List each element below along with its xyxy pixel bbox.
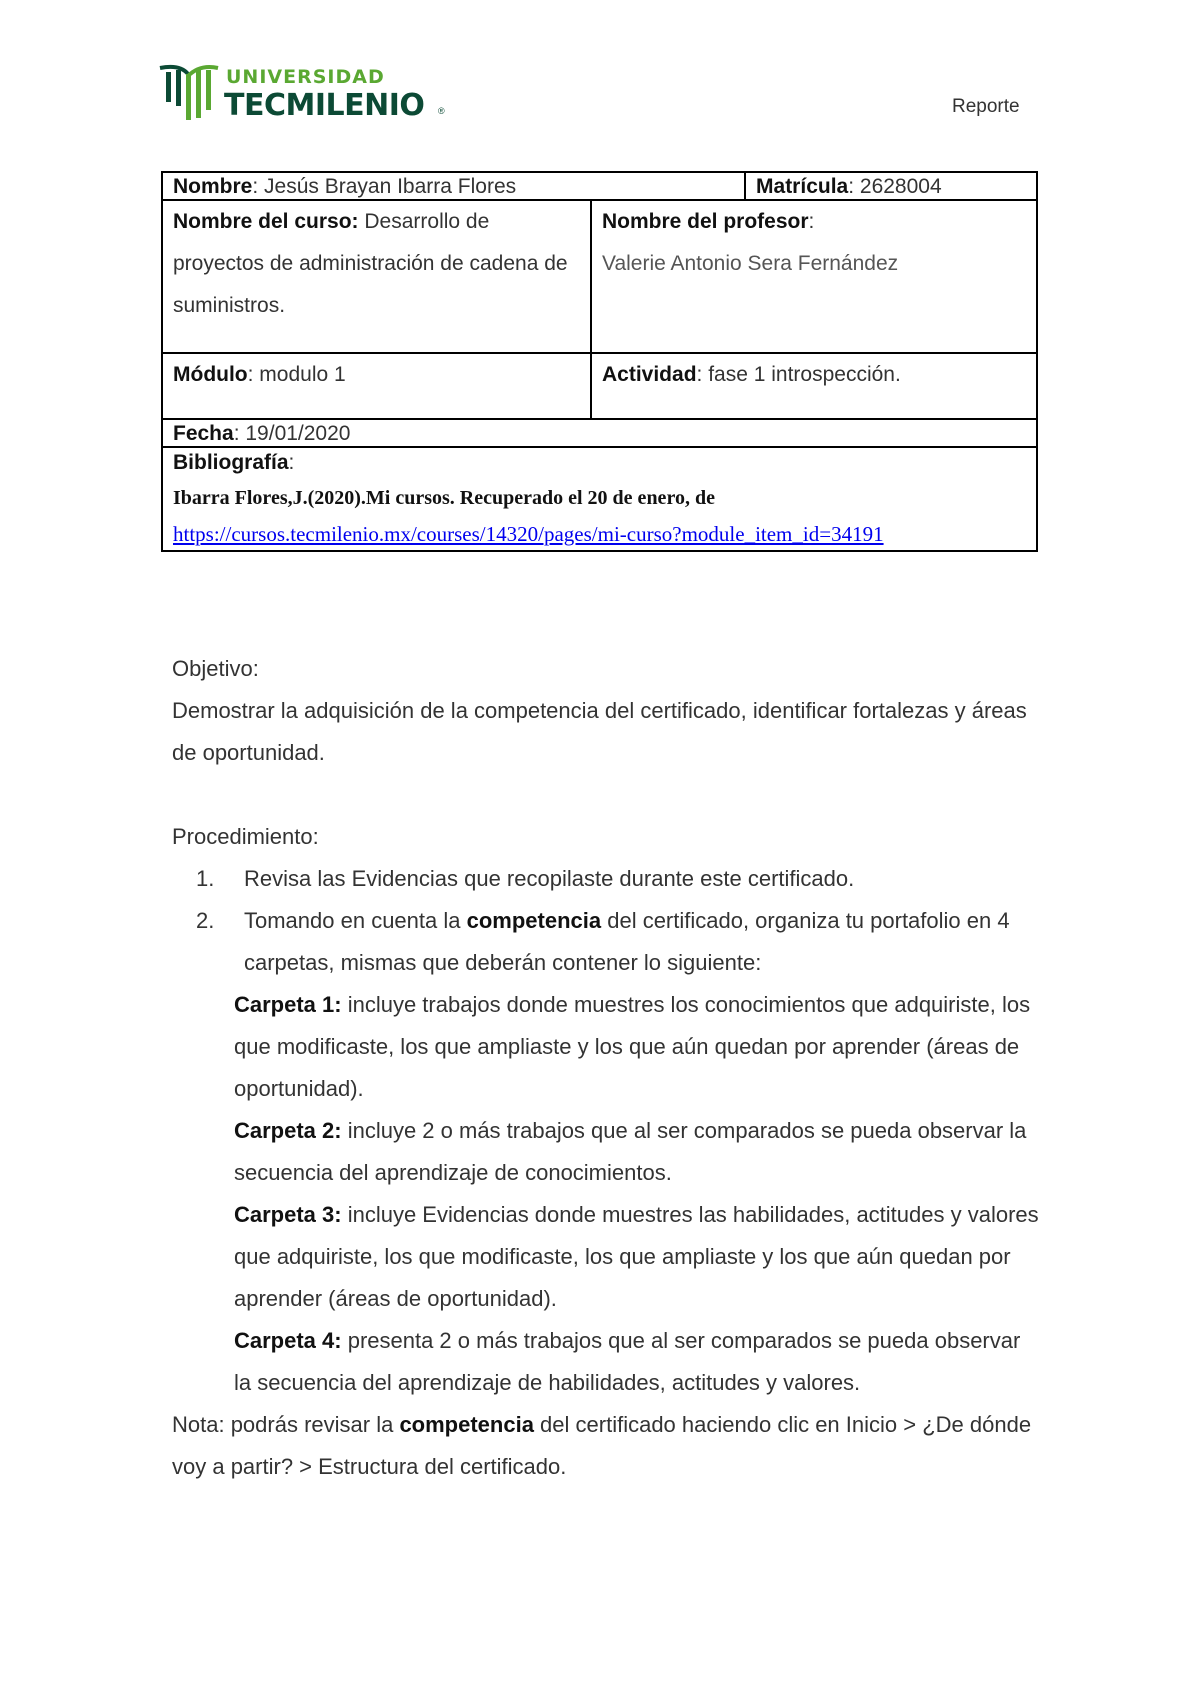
carpeta-1-text: incluye trabajos donde muestres los conocimientos que adquiriste, los que modificaste, los que ampliaste y los que aún quedan por aprender (áreas de oportunidad).: [234, 992, 1031, 1101]
modulo-value: : modulo 1: [247, 363, 346, 386]
info-row-bibliografia: [162, 447, 1037, 551]
curso-label: Nombre del curso:: [173, 210, 359, 233]
doc-type-label: Reporte: [952, 96, 1020, 117]
matricula-value: : 2628004: [848, 175, 942, 198]
matricula-label: Matrícula: [756, 175, 849, 198]
curso-value: Desarrollo de proyectos de administración de cadena de suministros.: [173, 210, 568, 317]
carpeta-4-text: presenta 2 o más trabajos que al ser comparados se pueda observar la secuencia del aprendizaje de habilidades, actitudes y valores.: [234, 1328, 1021, 1395]
nota-text-post: del certificado haciendo clic en Inicio > ¿De dónde voy a partir? > Estructura del certificado.: [172, 1412, 1032, 1479]
curso-cell: [162, 200, 591, 353]
step-2: [172, 900, 1042, 984]
profesor-label: Nombre del profesor: [602, 210, 809, 233]
tecmilenio-logo-mark-icon: [158, 62, 220, 124]
carpeta-4: [172, 1320, 1042, 1404]
bibliografia-label: Bibliografía: [173, 451, 289, 474]
info-row-nombre: [162, 172, 1037, 200]
nota-text-pre: Nota: podrás revisar la: [172, 1412, 400, 1437]
profesor-value: Valerie Antonio Sera Fernández: [602, 252, 899, 275]
carpeta-2: [172, 1110, 1042, 1194]
logo-tecmilenio-text: TECMILENIO: [224, 88, 425, 123]
logo-universidad-text: UNIVERSIDAD: [226, 66, 385, 88]
step-1-text: Revisa las Evidencias que recopilaste durante este certificado.: [244, 866, 855, 891]
carpeta-1-label: Carpeta 1:: [234, 992, 342, 1017]
nombre-label: Nombre: [173, 175, 253, 198]
info-row-curso: [162, 200, 1037, 353]
actividad-value: : fase 1 introspección.: [696, 363, 901, 386]
tecmilenio-logo: [158, 62, 458, 126]
info-row-fecha: [162, 419, 1037, 447]
procedimiento-title: Procedimiento:: [172, 824, 319, 849]
bibliografia-url-link[interactable]: https://cursos.tecmilenio.mx/courses/14320/pages/mi-curso?module_item_id=34191: [173, 522, 884, 546]
bibliografia-cell: [162, 447, 1037, 551]
modulo-cell: [162, 353, 591, 419]
profesor-cell: [591, 200, 1037, 353]
carpeta-3-text: incluye Evidencias donde muestres las habilidades, actitudes y valores que adquiriste, los que modificaste, los que ampliaste y los que aún quedan por aprender (áreas de oportunidad).: [234, 1202, 1039, 1311]
bibliografia-colon: :: [288, 451, 295, 474]
fecha-label: Fecha: [173, 422, 234, 445]
nota-competencia: competencia: [399, 1412, 534, 1437]
info-table: [161, 171, 1038, 552]
bibliografia-reference: Ibarra Flores,J.(2020).Mi cursos. Recuperado el 20 de enero, de: [173, 487, 715, 509]
step-1-number: 1.: [196, 866, 215, 891]
fecha-value: : 19/01/2020: [233, 422, 351, 445]
nombre-value: : Jesús Brayan Ibarra Flores: [252, 175, 517, 198]
step-2-number: 2.: [196, 908, 215, 933]
carpeta-2-text: incluye 2 o más trabajos que al ser comparados se pueda observar la secuencia del aprendizaje de conocimientos.: [234, 1118, 1027, 1185]
step-2-text-post: del certificado, organiza tu portafolio en 4 carpetas, mismas que deberán contener lo siguiente:: [244, 908, 1010, 975]
carpeta-3-label: Carpeta 3:: [234, 1202, 342, 1227]
document-body: [172, 648, 1042, 1488]
profesor-colon: :: [808, 210, 815, 233]
objetivo-title: Objetivo:: [172, 656, 259, 681]
modulo-label: Módulo: [173, 363, 248, 386]
carpeta-2-label: Carpeta 2:: [234, 1118, 342, 1143]
fecha-cell: [162, 419, 1037, 447]
actividad-cell: [591, 353, 1037, 419]
nota: [172, 1404, 1042, 1488]
carpeta-4-label: Carpeta 4:: [234, 1328, 342, 1353]
step-2-text-pre: Tomando en cuenta la: [244, 908, 467, 933]
carpeta-3: [172, 1194, 1042, 1320]
nombre-cell: [162, 172, 745, 200]
logo-registered-mark: ®: [438, 106, 445, 116]
step-2-competencia: competencia: [466, 908, 602, 933]
step-1: [172, 858, 1042, 900]
info-row-modulo: [162, 353, 1037, 419]
objetivo-text: Demostrar la adquisición de la competencia del certificado, identificar fortalezas y áreas de oportunidad.: [172, 698, 1027, 765]
actividad-label: Actividad: [602, 363, 697, 386]
matricula-cell: [745, 172, 1037, 200]
carpeta-1: [172, 984, 1042, 1110]
